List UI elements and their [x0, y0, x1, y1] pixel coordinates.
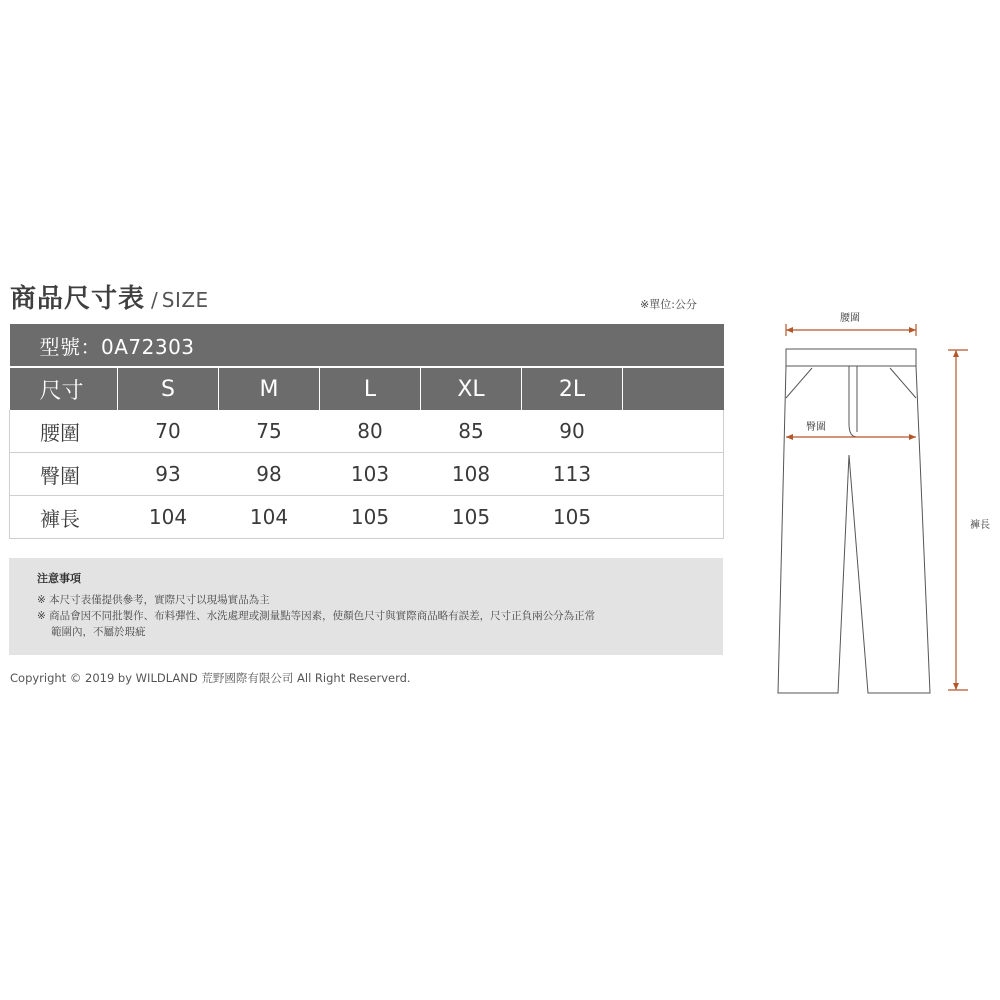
table-cell: 104 [118, 496, 219, 539]
table-row-hip [10, 453, 724, 496]
size-s: S [118, 367, 219, 410]
size-2l: 2L [522, 367, 623, 410]
size-table [9, 324, 724, 539]
table-cell: 85 [421, 410, 522, 453]
size-xl: XL [421, 367, 522, 410]
page-subtitle: SIZE [161, 288, 209, 312]
table-cell: 103 [320, 453, 421, 496]
pants-diagram [770, 300, 1000, 700]
table-cell: 80 [320, 410, 421, 453]
model-number: 型號：0A72303 [10, 324, 724, 367]
table-cell: 105 [421, 496, 522, 539]
size-l: L [320, 367, 421, 410]
table-cell: 104 [219, 496, 320, 539]
size-header-row [10, 367, 724, 410]
table-row-length [10, 496, 724, 539]
size-column-label: 尺寸 [10, 367, 118, 410]
title-separator: / [151, 288, 158, 312]
table-cell: 90 [522, 410, 623, 453]
table-cell: 105 [320, 496, 421, 539]
row-label: 腰圍 [10, 410, 118, 453]
table-row-waist [10, 410, 724, 453]
table-cell-empty [623, 496, 724, 539]
copyright: Copyright © 2019 by WILDLAND 荒野國際有限公司 All Right Reserverd. [10, 671, 411, 685]
row-label: 褲長 [10, 496, 118, 539]
size-empty-cell [623, 367, 724, 410]
table-cell-empty [623, 410, 724, 453]
table-cell: 105 [522, 496, 623, 539]
unit-note: ※單位:公分 [640, 298, 697, 311]
model-row [10, 324, 724, 367]
notes-box [9, 558, 723, 655]
pants-outline-icon [770, 300, 1000, 700]
hip-label: 臀圍 [806, 422, 826, 433]
size-m: M [219, 367, 320, 410]
note-line-2-continued: 範圍內，不屬於瑕疵 [51, 626, 146, 638]
note-line-1: ※ 本尺寸表僅提供參考，實際尺寸以現場實品為主 [37, 594, 270, 606]
notes-title: 注意事項 [37, 572, 81, 585]
title [10, 278, 209, 315]
length-label: 褲長 [970, 520, 990, 531]
table-cell: 98 [219, 453, 320, 496]
page-title: 商品尺寸表 [10, 284, 146, 314]
waist-label: 腰圍 [840, 313, 860, 324]
table-cell: 75 [219, 410, 320, 453]
table-cell: 108 [421, 453, 522, 496]
note-line-2: ※ 商品會因不同批製作、布料彈性、水洗處理或測量點等因素，使顏色尺寸與實際商品略有誤差，尺寸正負兩公分為正常 [37, 610, 596, 622]
table-cell: 70 [118, 410, 219, 453]
table-cell: 93 [118, 453, 219, 496]
table-cell-empty [623, 453, 724, 496]
measure-lines [786, 324, 968, 690]
table-cell: 113 [522, 453, 623, 496]
row-label: 臀圍 [10, 453, 118, 496]
